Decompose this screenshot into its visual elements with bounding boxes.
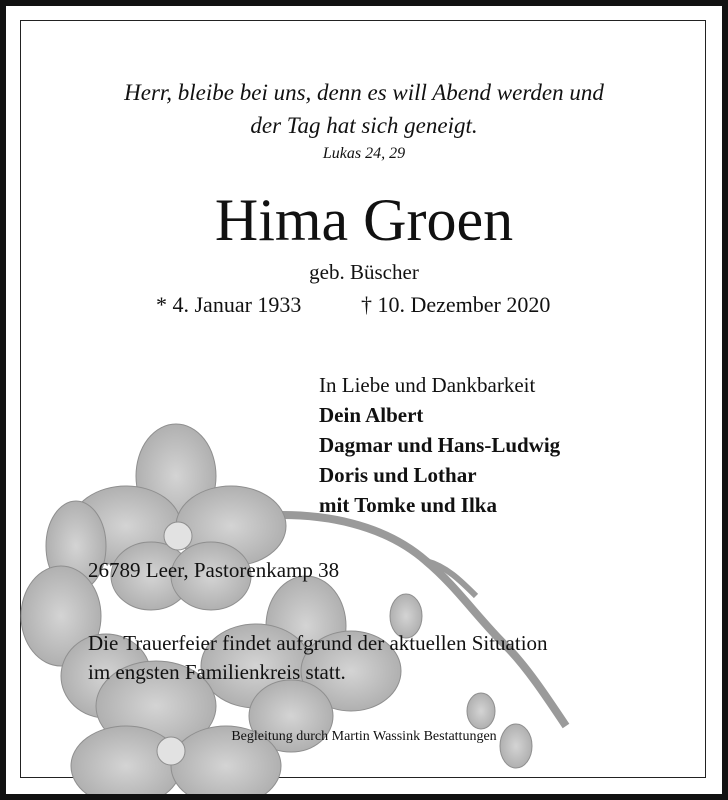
- notice-line: im engsten Familienkreis statt.: [88, 660, 346, 684]
- mourner-name: mit Tomke und Ilka: [319, 493, 497, 517]
- mourners-block: [319, 370, 560, 520]
- birth-name: geb. Büscher: [309, 260, 419, 284]
- bible-quote: [6, 76, 722, 142]
- mourner-name: Dagmar und Hans-Ludwig: [319, 433, 561, 457]
- birth-date: * 4. Januar 1933: [156, 292, 302, 317]
- death-date: † 10. Dezember 2020: [361, 292, 551, 317]
- quote-line: der Tag hat sich geneigt.: [250, 113, 478, 138]
- deceased-name: Hima Groen: [214, 187, 514, 253]
- undertaker-credit: Begleitung durch Martin Wassink Bestattungen: [231, 729, 497, 744]
- mourner-name: Doris und Lothar: [319, 463, 477, 487]
- notice-line: Die Trauerfeier findet aufgrund der aktuellen Situation: [88, 631, 548, 655]
- quote-line: Herr, bleibe bei uns, denn es will Abend werden und: [124, 80, 604, 105]
- quote-reference: Lukas 24, 29: [322, 145, 406, 162]
- mourner-name: Dein Albert: [319, 403, 424, 427]
- address: 26789 Leer, Pastorenkamp 38: [88, 558, 340, 582]
- mourners-intro: In Liebe und Dankbarkeit: [319, 373, 536, 397]
- funeral-notice: [88, 629, 548, 687]
